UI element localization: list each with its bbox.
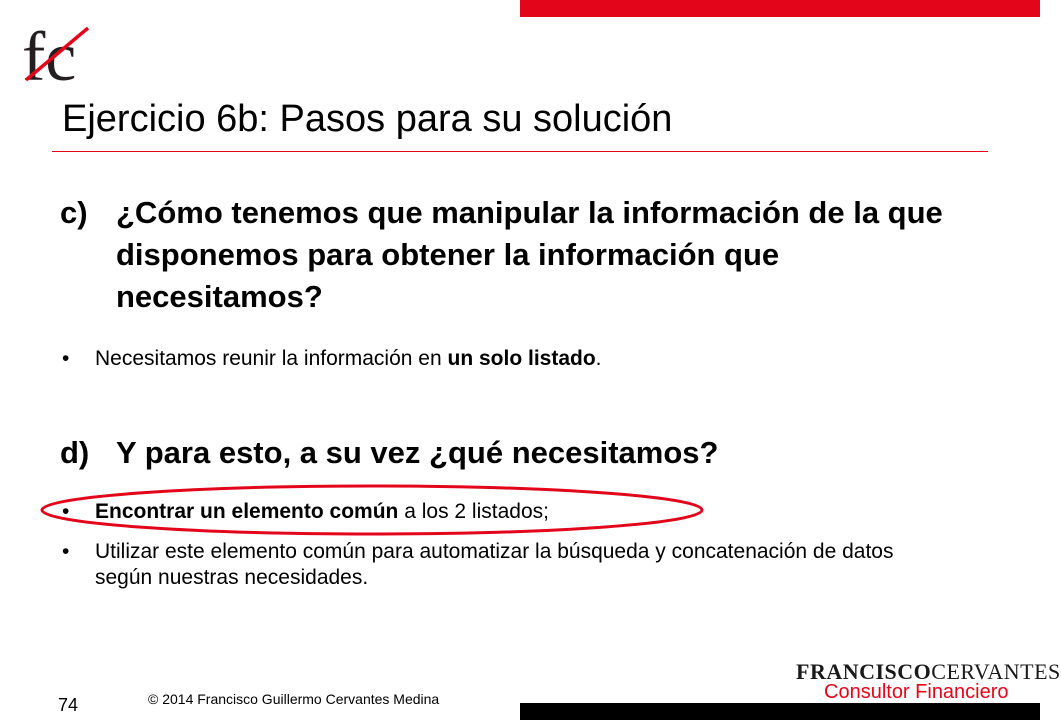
title-divider bbox=[52, 151, 988, 152]
bullet-1-text-bold: un solo listado bbox=[447, 347, 596, 370]
question-c-letter: c) bbox=[60, 195, 88, 230]
question-d bbox=[60, 432, 960, 474]
logo-text: fc bbox=[22, 19, 77, 96]
copyright-notice: © 2014 Francisco Guillermo Cervantes Medina bbox=[148, 691, 440, 707]
question-c-text: ¿Cómo tenemos que manipular la información de la que disponemos para obtener la información que necesitamos? bbox=[116, 195, 943, 314]
bullet-1-text-end: . bbox=[595, 347, 602, 370]
page-number: 74 bbox=[58, 695, 79, 715]
bullet-1-text bbox=[95, 346, 895, 372]
bullet-dot: • bbox=[62, 347, 70, 370]
bullet-2-text-end: a los 2 listados; bbox=[398, 500, 549, 523]
slide-title: Ejercicio 6b: Pasos para su solución bbox=[62, 98, 673, 140]
bullet-item-1 bbox=[60, 346, 895, 372]
question-d-letter: d) bbox=[60, 435, 90, 470]
bullet-2-text-bold: Encontrar un elemento común bbox=[95, 500, 399, 523]
bullet-2-text bbox=[95, 499, 895, 525]
bottom-bar bbox=[520, 703, 1040, 720]
brand-subtitle: Consultor Financiero bbox=[824, 681, 1009, 703]
bullet-item-2 bbox=[60, 499, 895, 525]
brand-name-second: CERVANTES bbox=[931, 659, 1061, 684]
bullet-1-text-start: Necesitamos reunir la información en bbox=[95, 347, 448, 370]
bullet-dot: • bbox=[62, 540, 70, 563]
fc-logo bbox=[20, 14, 120, 94]
question-c bbox=[60, 192, 960, 318]
brand-name-first: FRANCISCO bbox=[796, 659, 932, 684]
bullet-dot: • bbox=[62, 500, 70, 523]
question-d-text: Y para esto, a su vez ¿qué necesitamos? bbox=[116, 435, 719, 470]
top-accent-bar bbox=[520, 0, 1040, 17]
bullet-3-text: Utilizar este elemento común para automatizar la búsqueda y concatenación de datos según nuestras necesidades. bbox=[95, 540, 894, 589]
bullet-item-3 bbox=[60, 539, 895, 591]
